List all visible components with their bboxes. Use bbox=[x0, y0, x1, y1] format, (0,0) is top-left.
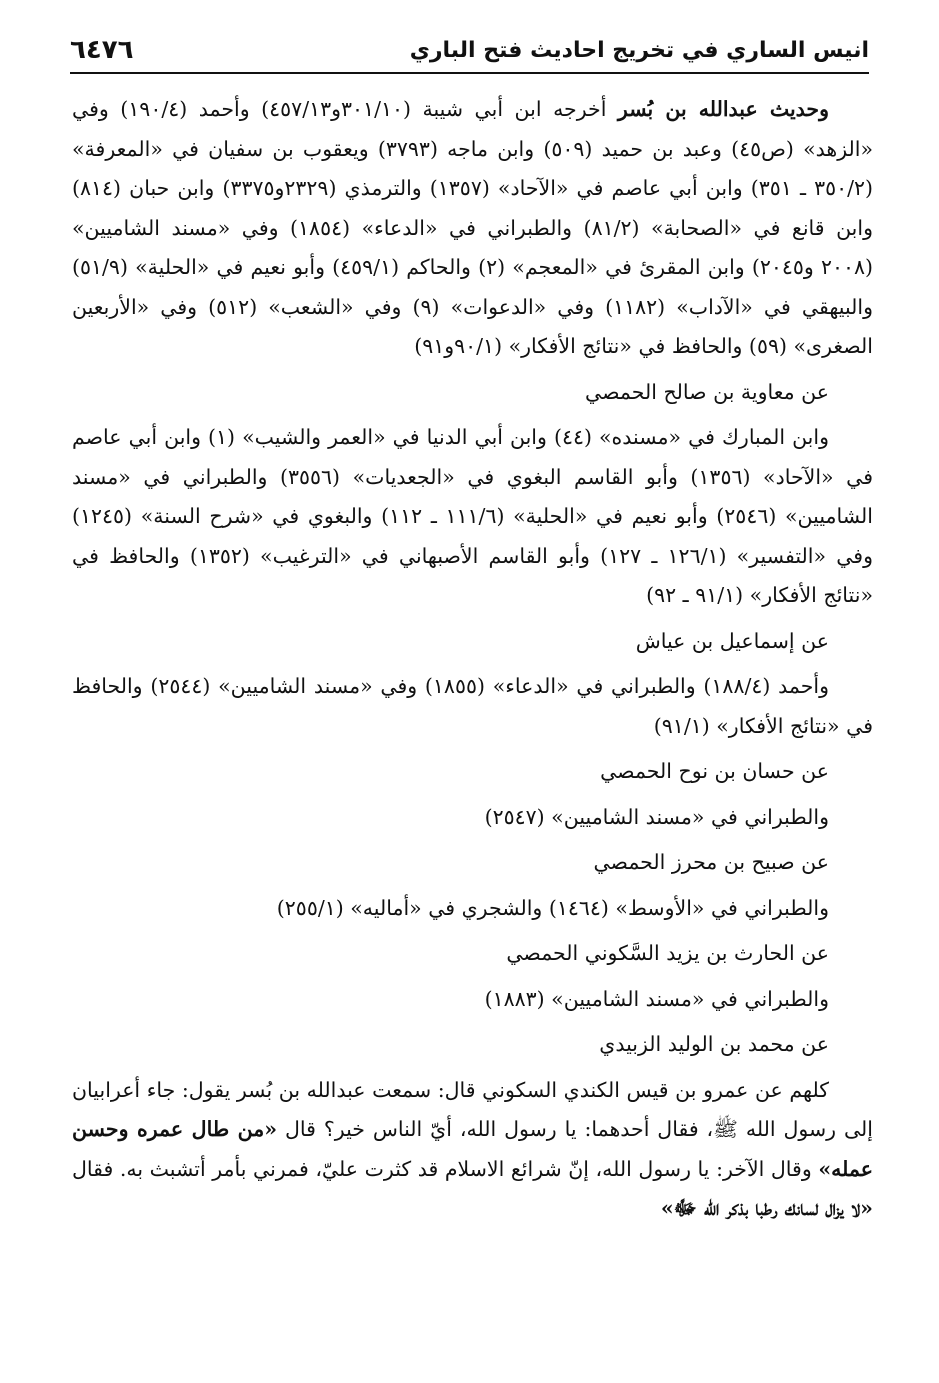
narrator-line: عن إسماعيل بن عياش bbox=[635, 628, 829, 653]
source-line: والطبراني في «مسند الشاميين» (١٨٨٣) bbox=[484, 986, 829, 1011]
hadith-quote-bold: «من طال عمره وحسن عمله» bbox=[72, 1117, 873, 1181]
source-line: والطبراني في «الأوسط» (١٤٦٤) والشجري في «أماليه» (٢٥٥/١) bbox=[276, 895, 829, 920]
narrator-line: عن صبيح بن محرز الحمصي bbox=[593, 850, 829, 874]
hadith-quote-bold: «لا يزال لسانك رطبا بذكر الله ﷻ» bbox=[660, 1196, 873, 1220]
narrator-line: عن حسان بن نوح الحمصي bbox=[600, 759, 829, 783]
narrator-line: عن الحارث بن يزيد السَّكوني الحمصي bbox=[506, 941, 829, 965]
narrator-line: عن معاوية بن صالح الحمصي bbox=[585, 379, 829, 404]
paragraph-text: أخرجه ابن أبي شيبة (٣٠١/١٠و٤٥٧/١٣) وأحمد (١٩٠/٤) وفي «الزهد» (ص٤٥) وعبد بن حميد (٥٠٩) وابن ماجه (٣٧٩٣) ويعقوب بن سفيان في «المعرفة» (٣٥٠/٢ ـ ٣٥١) وابن أبي عاصم في «الآحاد» (١٣٥٧) والترمذي (٢٣٢٩و٣٣٧٥) وابن حبان (٨١٤) وابن قانع في «الصحابة» (٨١/٢) والطبراني في «الدعاء» (١٨٥٤) وفي «مسند الشاميين» (٢٠٠٨ و٢٠٤٥) وابن المقرئ في «المعجم» (٢) والحاكم (٤٥٩/١) وأبو نعيم في «الحلية» (٥١/٩) والبيهقي في «الآداب» (١١٨٢) وفي «الدعوات» (٩) وفي «الشعب» (٥١٢) وفي «الأربعين الصغرى» (٥٩) والحافظ في «نتائج الأفكار» (٩٠/١و٩١) bbox=[72, 97, 874, 358]
paragraph-sources: وأحمد (١٨٨/٤) والطبراني في «الدعاء» (١٨٥٥) وفي «مسند الشاميين» (٢٥٤٤) والحافظ في «نتائج الأفكار» (٩١/١) bbox=[72, 674, 873, 738]
hadith-text: كلهم عن عمرو بن قيس الكندي السكوني قال: سمعت عبدالله بن بُسر يقول: جاء أعرابيان إلى رسول الله ﷺ، فقال أحدهما: يا رسول الله، أيّ الناس خير؟ قال bbox=[72, 1077, 873, 1141]
hadith-lead-bold: وحديث عبدالله بن بُسر bbox=[617, 97, 829, 121]
paragraph-sources: وابن المبارك في «مسنده» (٤٤) وابن أبي الدنيا في «العمر والشيب» (١) وابن أبي عاصم في «الآحاد» (١٣٥٦) وأبو القاسم البغوي في «الجعديات» (٣٥٥٦) والطبراني في «مسند الشاميين» (٢٥٤٦) وأبو نعيم في «الحلية» (١١١/٦ ـ ١١٢) والبغوي في «شرح السنة» (١٢٤٥) وفي «التفسير» (١٢٦/١ ـ ١٢٧) وأبو القاسم الأصبهاني في «الترغيب» (١٣٥٢) والحافظ في «نتائج الأفكار» (٩١/١ ـ ٩٢) bbox=[72, 425, 874, 607]
paragraph-hadith-text bbox=[72, 1071, 873, 1229]
paragraph-abdullah-bin-busr bbox=[72, 90, 873, 367]
running-title: انيس الساري في تخريج احاديث فتح الباري bbox=[409, 37, 869, 63]
narrator-line: عن محمد بن الوليد الزبيدي bbox=[599, 1032, 829, 1056]
source-line: والطبراني في «مسند الشاميين» (٢٥٤٧) bbox=[484, 804, 829, 829]
page-body bbox=[72, 90, 873, 1229]
page-header bbox=[70, 30, 869, 70]
page-number: ٦٤٧٦ bbox=[70, 35, 134, 65]
header-rule bbox=[70, 72, 869, 74]
hadith-text: وقال الآخر: يا رسول الله، إنّ شرائع الاسلام قد كثرت عليّ، فمرني بأمر أتشبث به. فقال bbox=[72, 1156, 819, 1181]
